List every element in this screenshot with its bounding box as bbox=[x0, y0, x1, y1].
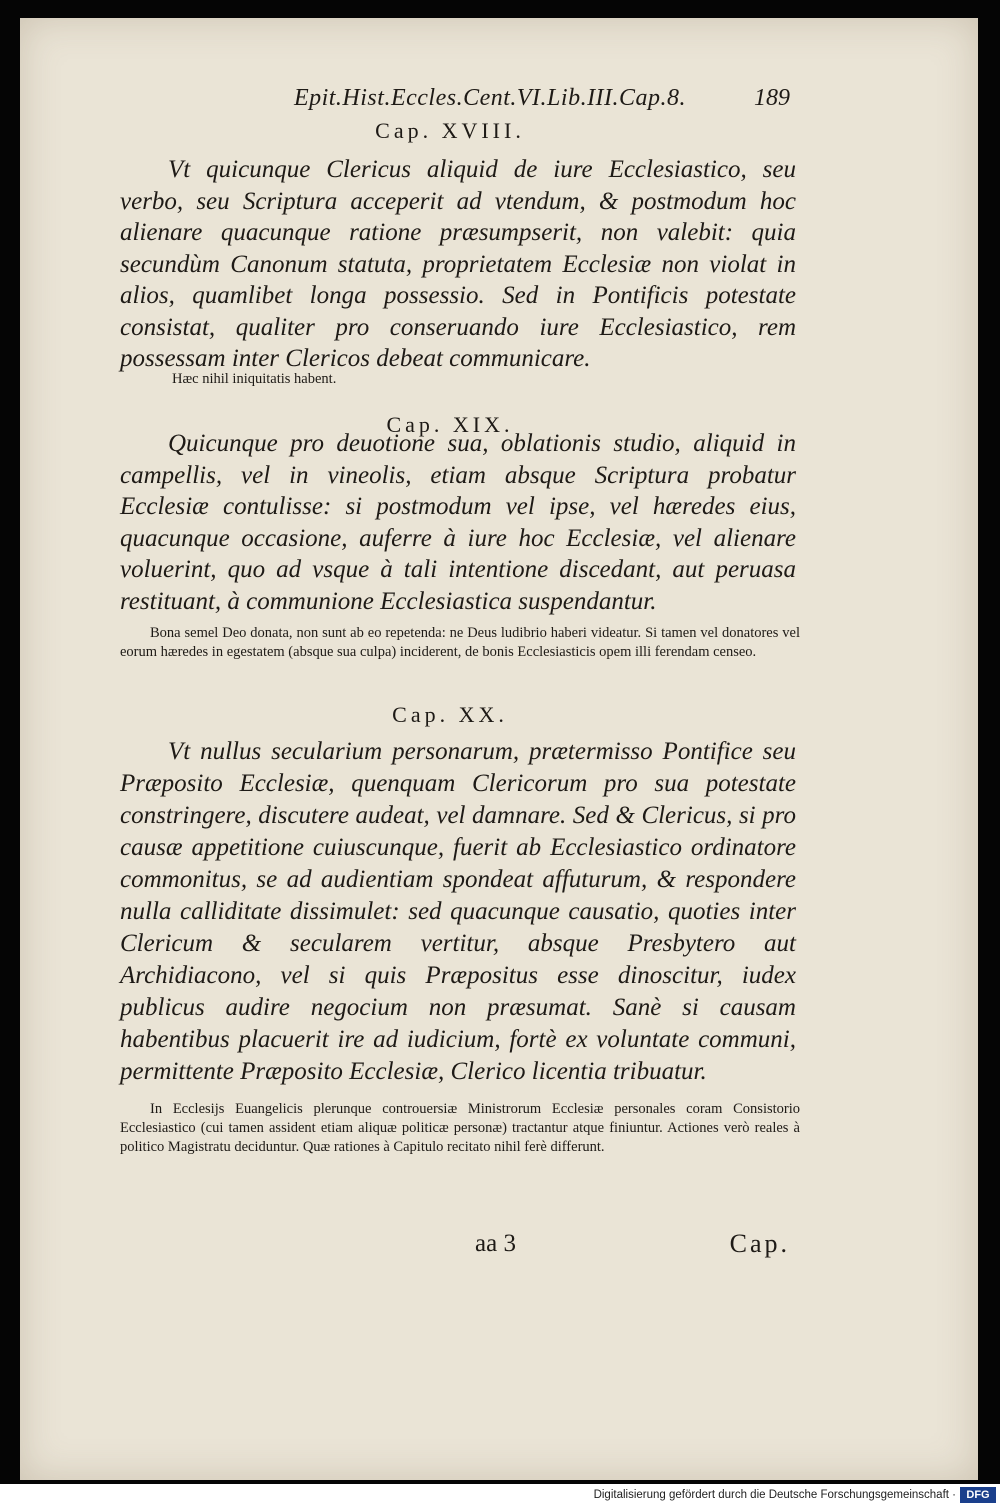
page-number: 189 bbox=[754, 85, 790, 111]
chapter-text-18: Vt quicunque Clericus aliquid de iure Ecclesiastico, seu verbo, seu Scriptura acceperit ad vtendum, & postmodum hoc alienare quacunque ratione præsumpserit, non valebit: quia secundùm Canonum statuta, proprietatem Ecclesiæ non violat in alios, quamlibet longa possessio. Sed in Pontificis potestate consistat, qualiter pro conseruando iure Ecclesiastico, rem possessam inter Clericos debeat communicare. bbox=[120, 156, 796, 372]
dfg-logo: DFG bbox=[960, 1487, 996, 1503]
chapter-note-18: Hæc nihil iniquitatis habent. bbox=[172, 371, 337, 387]
running-head: Epit.Hist.Eccles.Cent.VI.Lib.III.Cap.8. bbox=[293, 85, 687, 111]
chapter-heading-19: Cap. XIX. bbox=[386, 412, 514, 437]
signature-mark: aa 3 bbox=[475, 1230, 516, 1257]
digitization-footer bbox=[0, 1484, 1000, 1506]
book-page bbox=[20, 18, 978, 1480]
catchword: Cap. bbox=[729, 1229, 790, 1258]
chapter-heading-18: Cap. XVIII. bbox=[375, 118, 525, 143]
chapter-note-19: Bona semel Deo donata, non sunt ab eo repetenda: ne Deus ludibrio haberi videatur. Si tamen vel donatores vel eorum hæredes in egestatem (absque sua culpa) inciderent, de bonis Ecclesiasticis opem illi ferendam censeo. bbox=[120, 625, 800, 660]
funding-credit: Digitalisierung gefördert durch die Deutsche Forschungsgemeinschaft · bbox=[593, 1489, 956, 1501]
chapter-heading-20: Cap. XX. bbox=[392, 702, 508, 727]
chapter-text-20: Vt nullus secularium personarum, prætermisso Pontifice seu Præposito Ecclesiæ, quenquam Clericorum pro sua potestate constringere, discutere audeat, vel damnare. Sed & Clericus, si pro causæ appetitione cuiuscunque, fuerit ab Ecclesiastico ordinatore commonitus, se ad audientiam spondeat affuturum, & respondere nulla calliditate dissimulet: sed quacunque causatio, quoties inter Clericum & secularem vertitur, absque Presbytero aut Archidiacono, vel si quis Præpositus esse dinoscitur, iudex publicus audire negocium non præsumat. Sanè si causam habentibus placuerit ire ad iudicium, fortè ex voluntate communi, permittente Præposito Ecclesiæ, Clerico licentia tribuatur. bbox=[120, 738, 796, 1085]
chapter-text-19: Quicunque pro deuotione sua, oblationis studio, aliquid in campellis, vel in vineolis, etiam absque Scriptura probatur Ecclesiæ contulisse: si postmodum vel ipse, vel hæredes eius, quacunque occasione, auferre à iure hoc Ecclesiæ, vel alienare voluerint, quo ad vsque à tali intentione discedant, aut peruasa restituant, à communione Ecclesiastica suspendantur. bbox=[120, 430, 796, 615]
chapter-note-20: In Ecclesijs Euangelicis plerunque controuersiæ Ministrorum Ecclesiæ personales coram Consistorio Ecclesiastico (cui tamen assident etiam aliquæ politicæ personæ) tractantur atque finiuntur. Actiones verò reales à politico Magistratu deciduntur. Quæ rationes à Capitulo recitato nihil ferè differunt. bbox=[120, 1101, 800, 1155]
